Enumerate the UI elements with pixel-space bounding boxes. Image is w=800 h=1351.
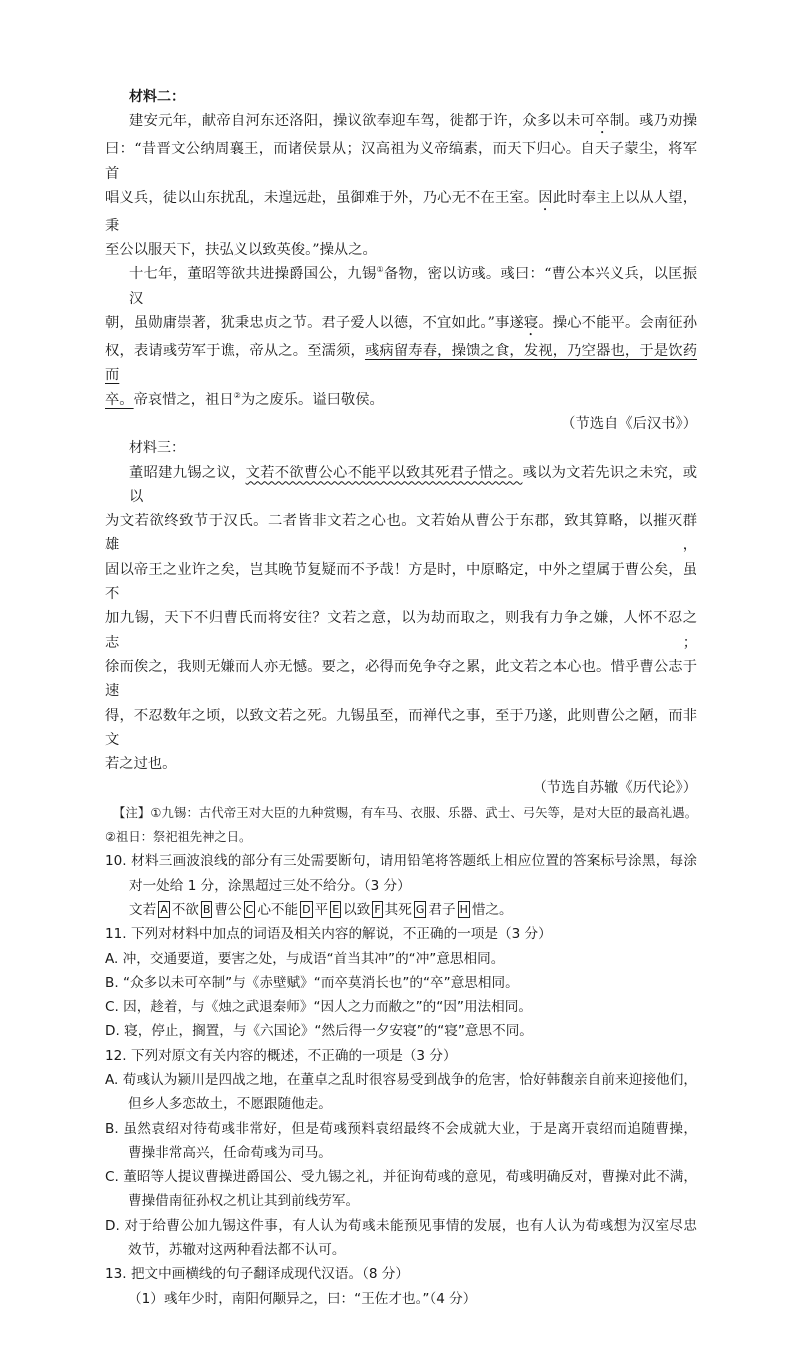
text-segment: （节选自《后汉书》）	[561, 415, 697, 432]
passage-line	[105, 558, 697, 607]
passage-line	[105, 262, 697, 311]
answer-box-label: C	[245, 902, 254, 916]
text-segment: 对一处给 1 分，涂黑超过三处不给分。（3 分）	[129, 877, 411, 894]
text-segment: 。操心不能平。会南征孙	[538, 315, 698, 332]
answer-box-label: F	[374, 902, 381, 916]
text-segment: 11. 下列对材料中加点的词语及相关内容的解说，不正确的一项是（3 分）	[105, 926, 552, 943]
section-title-material-2	[105, 85, 697, 109]
question-option	[105, 1019, 697, 1043]
answer-box-label: G	[415, 902, 425, 916]
annotation-note	[105, 801, 697, 825]
passage-line	[105, 704, 697, 753]
text-segment: B. “众多以未可卒制”与《赤壁赋》“而卒莫消长也”的“卒”意思相同。	[105, 974, 519, 991]
text-segment: 【注】①九锡：古代帝王对大臣的九种赏赐，有车马、衣服、乐器、武士、弓矢等，是对大臣的最高礼遇。	[113, 805, 697, 820]
question-13-item	[105, 1287, 697, 1311]
text-segment: 10. 材料三画波浪线的部分有三处需要断句，请用铅笔将答题纸上相应位置的答案标号涂黑，每涂	[105, 853, 697, 870]
text-segment: A. 荀彧认为颍川是四战之地，在董卓之乱时很容易受到战争的危害，恰好韩馥亲自前来迎接他们，	[105, 1071, 697, 1088]
text-segment: 以致	[343, 901, 371, 918]
text-segment: 心不能	[257, 901, 299, 918]
text-segment: 十七年，董昭等欲共进操爵国公，九锡	[129, 266, 377, 283]
question-12-stem	[105, 1044, 697, 1068]
question-option	[105, 995, 697, 1019]
text-segment: C. 因，趁着，与《烛之武退秦师》“因人之力而敝之”的“因”用法相同。	[105, 999, 532, 1016]
text-segment: 固以帝王之业许之矣，岂其晚节复疑而不予哉！方是时，中原略定，中外之望属于曹公矣，虽不	[105, 561, 697, 603]
text-segment: 备物，密以访彧。彧曰：“曹公本兴义兵，以匡振汉	[129, 266, 698, 307]
question-option	[105, 971, 697, 995]
text-segment: 惜之。	[471, 901, 513, 918]
passage-line	[105, 311, 697, 339]
text-segment: 彧以为文若先识之未究，或以	[129, 464, 698, 505]
dotted-char: 卒	[595, 113, 610, 130]
text-segment: B. 虽然袁绍对待荀彧非常好，但是荀彧预料袁绍最终不会成就大业，于是离开袁绍而追随曹操，	[105, 1120, 697, 1137]
text-segment: 12. 下列对原文有关内容的概述，不正确的一项是（3 分）	[105, 1047, 457, 1064]
text-segment: 不欲	[171, 901, 199, 918]
text-segment: 但乡人多恋故土，不愿跟随他走。	[128, 1096, 332, 1113]
question-option	[105, 947, 697, 971]
source-citation	[105, 776, 697, 800]
passage-line	[105, 137, 697, 186]
passage-line	[105, 186, 697, 238]
text-segment: 材料三：	[129, 440, 185, 457]
passage-line	[105, 509, 697, 558]
underlined-sentence: 卒。	[105, 391, 134, 408]
text-segment: 权，表请彧劳军于谯，帝从之。至濡须，	[105, 343, 365, 360]
passage-line	[105, 109, 697, 137]
text-segment: 曹操非常高兴，任命荀彧为司马。	[128, 1144, 332, 1161]
question-10-sentence	[105, 898, 697, 922]
question-option	[105, 1092, 697, 1116]
answer-box-label: B	[202, 902, 211, 916]
question-11-stem	[105, 922, 697, 946]
text-segment: 君子	[428, 901, 456, 918]
text-segment: 加九锡，天下不归曹氏而将安往？文若之意，以为劫而取之，则我有力争之嫌，人怀不忍之志；	[105, 610, 697, 651]
text-segment: 董昭建九锡之议，	[129, 464, 246, 481]
passage-line	[105, 339, 697, 388]
question-option	[105, 1068, 697, 1092]
text-segment: C. 董昭等人提议曹操进爵国公、受九锡之礼，并征询荀彧的意见，荀彧明确反对，曹操对此不满，	[105, 1169, 697, 1186]
text-segment: 建安元年，献帝自河东还洛阳，操议欲奉迎车驾，徙都于许，众多以未可	[129, 113, 596, 130]
text-segment: 曹公	[214, 901, 242, 918]
text-segment: A. 冲，交通要道，要害之处，与成语“首当其冲”的“冲”意思相同。	[105, 950, 505, 967]
passage-line	[105, 238, 697, 262]
question-10-stem	[105, 849, 697, 873]
exam-page	[105, 0, 697, 1351]
annotation-note	[105, 825, 697, 849]
underlined-sentence: 彧病留寿春，操馈之食，发视，乃空器也，于是饮药而	[105, 343, 698, 384]
question-option	[105, 1189, 697, 1213]
answer-box-label: E	[332, 902, 340, 916]
footnote-marker: ②	[233, 390, 241, 400]
text-segment: 至公以服天下，扶弘义以致英俊。”操从之。	[105, 242, 377, 259]
text-segment: 曹操借南征孙权之机让其到前线劳军。	[128, 1193, 360, 1210]
text-segment: 若之过也。	[105, 756, 177, 773]
question-13-stem	[105, 1262, 697, 1286]
text-segment: 曰：“昔晋文公纳周襄王，而诸侯景从；汉高祖为义帝缟素，而天下归心。自天子蒙尘，将军首	[105, 141, 697, 182]
dotted-char: 因	[538, 189, 553, 206]
footnote-marker: ①	[376, 265, 384, 275]
passage-line	[105, 461, 697, 510]
source-citation	[105, 412, 697, 436]
text-segment: 帝哀惜之，祖日	[133, 391, 234, 408]
passage-line	[105, 606, 697, 655]
passage-line	[105, 752, 697, 776]
text-segment: 平	[314, 901, 329, 918]
answer-box-label: H	[459, 902, 468, 916]
question-10-stem	[105, 874, 697, 898]
question-option	[105, 1141, 697, 1165]
text-segment: 效节，苏辙对这两种看法都不认可。	[128, 1242, 346, 1259]
wavy-underlined-sentence: 文若不欲曹公心不能平以致其死君子惜之。	[245, 464, 523, 481]
passage-line	[105, 388, 697, 412]
text-segment: 唱义兵，徒以山东扰乱，未遑远赴，虽御难于外，乃心无不在王室。	[105, 189, 539, 206]
answer-box-label: A	[160, 902, 168, 916]
text-segment: 朝，虽勋庸崇著，犹秉忠贞之节。君子爱人以德，不宜如此。”事遂	[105, 315, 524, 332]
text-segment: 文若	[129, 901, 157, 918]
dotted-char: 寝	[523, 315, 539, 332]
question-option	[105, 1117, 697, 1141]
text-segment: 为之废乐。谥曰敬侯。	[240, 391, 384, 408]
text-segment: （1）彧年少时，南阳何颙异之，曰：“王佐才也。”（4 分）	[128, 1290, 477, 1307]
text-segment: 此时奉主上以从人望，秉	[105, 189, 698, 234]
question-option	[105, 1214, 697, 1238]
text-segment: D. 对于给曹公加九锡这件事，有人认为荀彧未能预见事情的发展，也有人认为荀彧想为汉室尽忠	[105, 1217, 697, 1234]
text-segment: ②祖日：祭祀祖先神之日。	[105, 830, 252, 845]
answer-box-label: D	[302, 902, 311, 916]
text-segment: 制。彧乃劝操	[609, 113, 698, 130]
question-option	[105, 1238, 697, 1262]
text-segment: 材料二：	[129, 89, 185, 105]
question-option	[105, 1165, 697, 1189]
text-segment: D. 寝，停止，搁置，与《六国论》“然后得一夕安寝”的“寝”意思不同。	[105, 1023, 533, 1040]
text-segment: 为文若欲终致节于汉氏。二者皆非文若之心也。文若始从曹公于东郡，致其算略，以摧灭群雄，	[105, 513, 697, 554]
text-segment: 徐而俟之，我则无嫌而人亦无憾。要之，必得而免争夺之累，此文若之本心也。惜乎曹公志于速	[105, 658, 697, 700]
text-segment: 13. 把文中画横线的句子翻译成现代汉语。（8 分）	[105, 1266, 409, 1283]
text-segment: 得，不忍数年之顷，以致文若之死。九锡虽至，而禅代之事，至于乃遂，此则曹公之陋，而非文	[105, 707, 697, 748]
text-segment: （节选自苏辙《历代论》）	[532, 780, 697, 797]
text-segment: 其死	[384, 901, 412, 918]
section-title-material-3	[105, 436, 697, 460]
passage-line	[105, 655, 697, 704]
